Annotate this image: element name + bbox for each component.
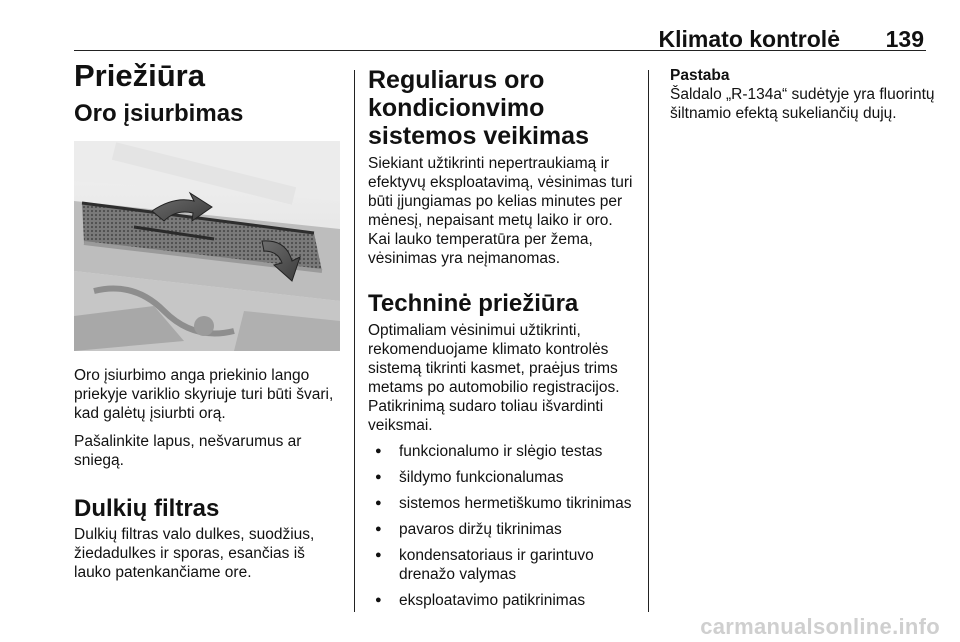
paragraph-dust-filter: Dulkių filtras valo dulkes, suodžius, žiedadulkes ir sporas, esančias iš lauko patenkančiame ore.	[74, 526, 315, 581]
paragraph-air-intake: Oro įsiurbimo anga priekinio lango priekyje variklio skyriuje turi būti švari, kad galėtų įsiurbti orą.	[74, 367, 334, 422]
column-left	[74, 58, 346, 582]
header-title: Klimato kontrolė	[658, 26, 840, 52]
service-checklist	[368, 442, 636, 610]
list-item: ● pavaros diržų tikrinimas	[368, 520, 636, 539]
note-text: Šaldalo „R-134a“ sudėtyje yra fluorintų šiltnamio efektą sukeliančių dujų.	[670, 86, 935, 122]
air-intake-photo	[74, 141, 340, 351]
note-title: Pastaba	[670, 67, 730, 84]
column-divider-right	[648, 70, 649, 612]
heading-service: Techninė priežiūra	[368, 290, 579, 317]
list-item: ● šildymo funkcionalumas	[368, 468, 636, 487]
list-item: ● funkcionalumo ir slėgio testas	[368, 442, 636, 461]
watermark: carmanualsonline.info	[700, 614, 940, 639]
column-right	[670, 66, 936, 123]
paragraph-service: Optimaliam vėsinimui užtikrinti, rekomenduojame klimato kontrolės sistemą tikrinti kasmet, praėjus trims metams po automobilio registracijos. Patikrinimą sudaro toliau išvardinti veiksmai.	[368, 322, 620, 434]
section-heading-maintenance: Priežiūra	[74, 58, 205, 93]
list-item: ● sistemos hermetiškumo tikrinimas	[368, 494, 636, 513]
column-middle	[368, 58, 636, 610]
page-number: 139	[885, 26, 924, 52]
paragraph-ac-operation: Siekiant užtikrinti nepertraukiamą ir efektyvų eksploatavimą, vėsinimas turi būti įjungiamas po kelias minutes per mėnesį, nepaisant metų laiko ir oro. Kai lauko temperatūra per žema, vėsinimas yra neįmanomas.	[368, 155, 633, 267]
column-divider-left	[354, 70, 355, 612]
heading-air-intake: Oro įsiurbimas	[74, 100, 244, 127]
list-item: ● eksploatavimo patikrinimas	[368, 591, 636, 610]
header-rule	[74, 50, 926, 51]
heading-ac-operation: Reguliarus oro kondicionvimo sistemos veikimas	[368, 66, 589, 150]
paragraph-remove-leaves: Pašalinkite lapus, nešvarumus ar sniegą.	[74, 433, 302, 469]
list-item: ● kondensatoriaus ir garintuvo drenažo valymas	[368, 546, 636, 584]
heading-dust-filter: Dulkių filtras	[74, 495, 220, 522]
